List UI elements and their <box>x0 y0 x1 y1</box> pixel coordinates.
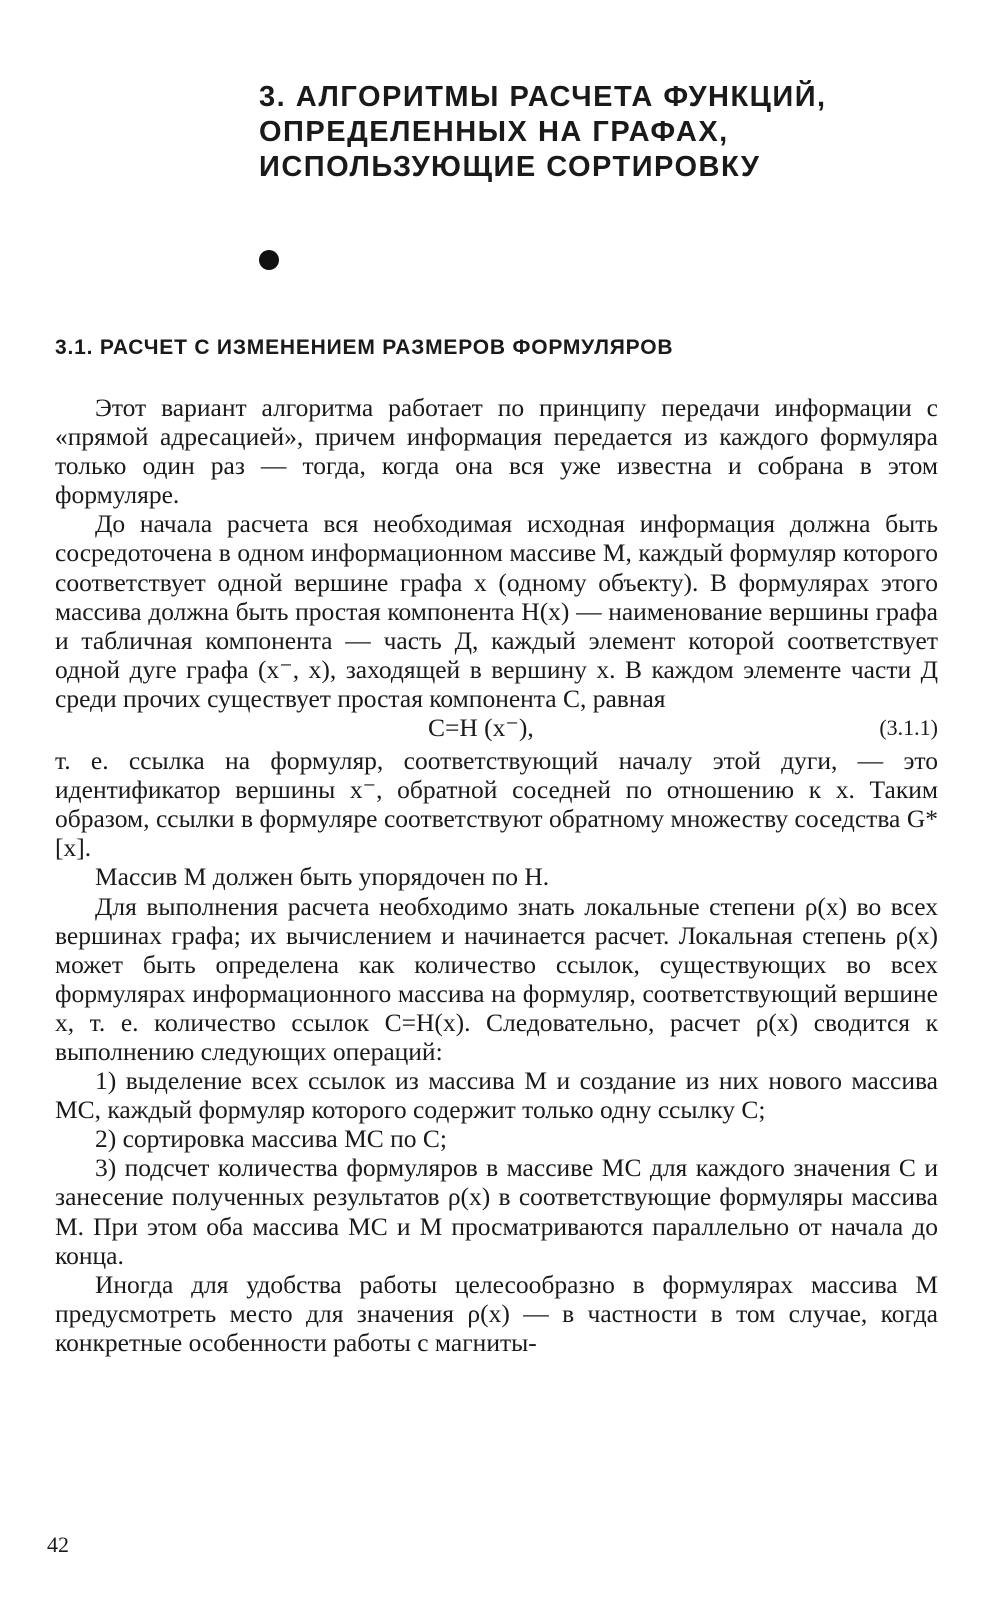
formula: С=Н (x⁻), <box>428 713 534 743</box>
section-heading: 3.1. РАСЧЕТ С ИЗМЕНЕНИЕМ РАЗМЕРОВ ФОРМУЛЯРОВ <box>55 336 674 359</box>
list-item-1: 1) выделение всех ссылок из массива М и создание из них нового массива МС, каждый формуляр которого содержит только одну ссылку С; <box>55 1066 938 1125</box>
chapter-title-line-2: ОПРЕДЕЛЕННЫХ НА ГРАФАХ, <box>259 116 729 148</box>
list-item-2: 2) сортировка массива МС по С; <box>95 1124 448 1154</box>
paragraph-1: Этот вариант алгоритма работает по принципу передачи информации с «прямой адресацией», причем информация передается из каждого формуляра только один раз — тогда, когда она вся уже известна и собрана в этом формуляре. <box>55 393 938 510</box>
formula-row <box>55 713 938 742</box>
paragraph-2: До начала расчета вся необходимая исходная информация должна быть сосредоточена в одном информационном массиве М, каждый формуляр которого соответствует одной вершине графа x (одному объекту). В формулярах этого массива должна быть простая компонента Н(x) — наименование вершины графа и табличная компонента — часть Д, каждый элемент которой соответствует одной дуге графа (x⁻, x), заходящей в вершину x. В каждом элементе части Д среди прочих существует простая компонента С, равная <box>55 509 938 713</box>
paragraph-5: Иногда для удобства работы целесообразно в формулярах массива М предусмотреть место для значения ρ(x) — в частности в том случае, когда конкретные особенности работы с магниты- <box>55 1269 938 1357</box>
decorative-bullet-icon <box>259 250 279 270</box>
paragraph-continuation: т. е. ссылка на формуляр, соответствующий началу этой дуги, — это идентификатор вершины x⁻, обратной соседней по отношению к x. Таким образом, ссылки в формуляре соответствуют обратному множеству соседства G*[x]. <box>55 746 938 863</box>
equation-number: (3.1.1) <box>879 715 938 741</box>
body-text <box>55 393 938 1357</box>
list-item-3: 3) подсчет количества формуляров в массиве МС для каждого значения С и занесение полученных результатов ρ(x) в соответствующие формуляры массива М. При этом оба массива МС и М просматриваются параллельно от начала до конца. <box>55 1153 938 1270</box>
chapter-title-line-1: 3. АЛГОРИТМЫ РАСЧЕТА ФУНКЦИЙ, <box>259 81 827 113</box>
page-number: 42 <box>47 1532 69 1557</box>
chapter-title <box>259 80 959 185</box>
paragraph-3: Массив М должен быть упорядочен по Н. <box>95 862 550 892</box>
chapter-title-line-3: ИСПОЛЬЗУЮЩИЕ СОРТИРОВКУ <box>259 151 761 183</box>
paragraph-4: Для выполнения расчета необходимо знать локальные степени ρ(x) во всех вершинах графа; их вычислением и начинается расчет. Локальная степень ρ(x) может быть определена как количество ссылок, существующих во всех формулярах информационного массива на формуляр, соответствующий вершине x, т. е. количество ссылок С=Н(x). Следовательно, расчет ρ(x) сводится к выполнению следующих операций: <box>55 891 938 1066</box>
